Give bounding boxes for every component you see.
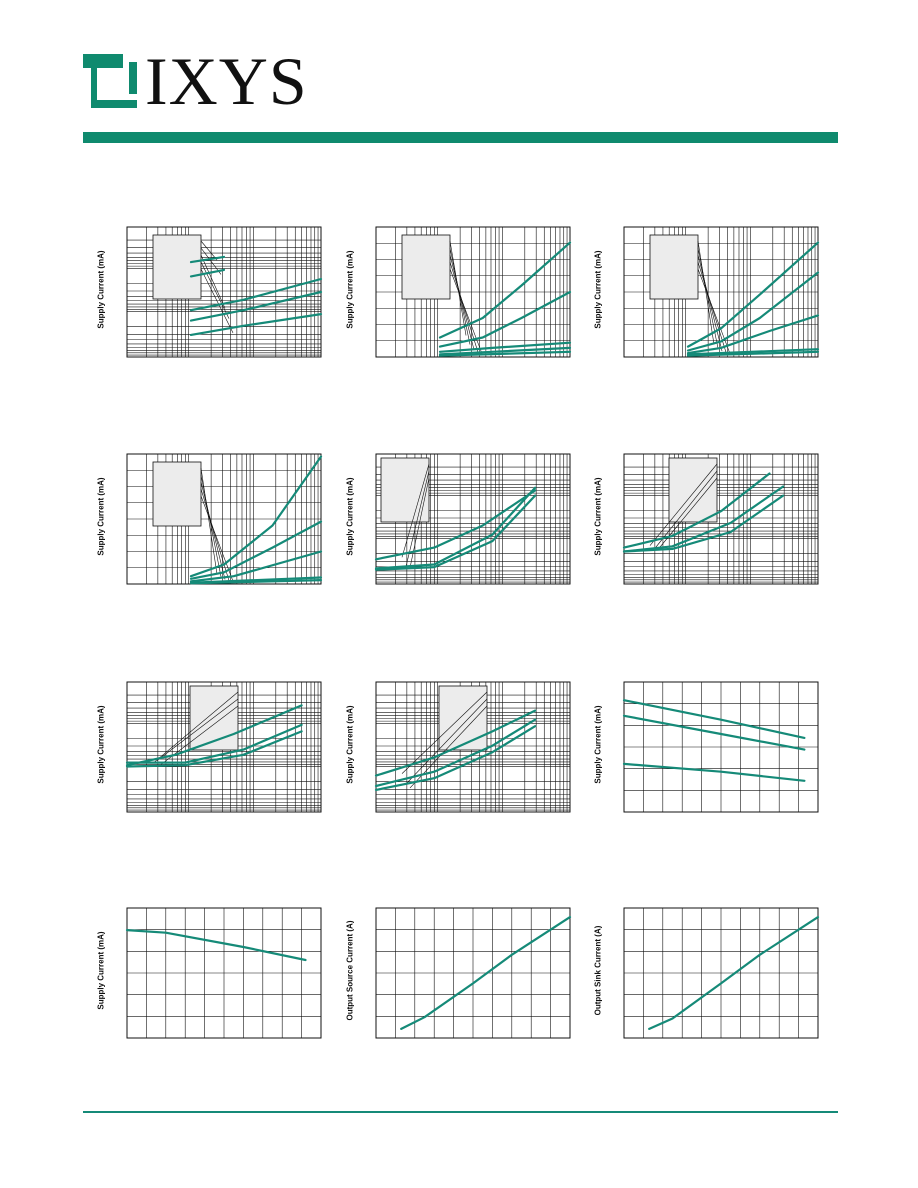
plot-area bbox=[376, 454, 570, 584]
plot-area bbox=[624, 908, 818, 1038]
plot-frame bbox=[624, 454, 818, 584]
logo-text: IXYS bbox=[145, 43, 308, 119]
plot-area bbox=[127, 908, 321, 1038]
y-axis-label: Supply Current (mA) bbox=[345, 250, 355, 329]
chart-panel-5 bbox=[329, 449, 579, 629]
chart-plot-6 bbox=[623, 453, 819, 585]
y-axis-label: Supply Current (mA) bbox=[593, 477, 603, 556]
chart-panel-2 bbox=[329, 222, 579, 402]
legend-box bbox=[650, 235, 698, 299]
legend-box bbox=[439, 686, 487, 750]
chart-plot-5 bbox=[375, 453, 571, 585]
y-axis-label: Output Sink Current (A) bbox=[593, 925, 603, 1016]
chart-plot-1 bbox=[126, 226, 322, 358]
plot-area bbox=[376, 682, 570, 812]
ixys-logo-icon bbox=[83, 54, 137, 108]
chart-panel-6 bbox=[577, 449, 827, 629]
chart-plot-3 bbox=[623, 226, 819, 358]
y-axis-label: Output Source Current (A) bbox=[345, 920, 355, 1021]
plot-area bbox=[127, 227, 321, 357]
chart-panel-9 bbox=[577, 677, 827, 857]
chart-plot-11 bbox=[375, 907, 571, 1039]
y-axis-label: Supply Current (mA) bbox=[345, 705, 355, 784]
y-axis-label: Supply Current (mA) bbox=[96, 931, 106, 1010]
chart-plot-10 bbox=[126, 907, 322, 1039]
legend-box bbox=[153, 462, 201, 526]
chart-panel-12 bbox=[577, 903, 827, 1083]
y-axis-label: Supply Current (mA) bbox=[593, 250, 603, 329]
plot-area bbox=[376, 227, 570, 357]
plot-area bbox=[624, 682, 818, 812]
chart-panel-10 bbox=[80, 903, 330, 1083]
company-logo bbox=[83, 43, 323, 119]
chart-panel-7 bbox=[80, 677, 330, 857]
chart-panel-4 bbox=[80, 449, 330, 629]
chart-plot-4 bbox=[126, 453, 322, 585]
header-rule bbox=[83, 132, 838, 143]
plot-area bbox=[127, 682, 321, 812]
legend-box bbox=[153, 235, 201, 299]
y-axis-label: Supply Current (mA) bbox=[345, 477, 355, 556]
y-axis-label: Supply Current (mA) bbox=[96, 705, 106, 784]
chart-panel-3 bbox=[577, 222, 827, 402]
chart-plot-9 bbox=[623, 681, 819, 813]
plot-area bbox=[127, 454, 321, 584]
chart-panel-8 bbox=[329, 677, 579, 857]
footer-rule bbox=[83, 1111, 838, 1113]
legend-box bbox=[402, 235, 450, 299]
plot-area bbox=[624, 227, 818, 357]
chart-panel-11 bbox=[329, 903, 579, 1083]
chart-plot-8 bbox=[375, 681, 571, 813]
legend-box bbox=[669, 458, 717, 522]
plot-area bbox=[376, 908, 570, 1038]
chart-plot-12 bbox=[623, 907, 819, 1039]
y-axis-label: Supply Current (mA) bbox=[593, 705, 603, 784]
chart-plot-2 bbox=[375, 226, 571, 358]
plot-area bbox=[624, 454, 818, 584]
y-axis-label: Supply Current (mA) bbox=[96, 477, 106, 556]
y-axis-label: Supply Current (mA) bbox=[96, 250, 106, 329]
chart-panel-1 bbox=[80, 222, 330, 402]
chart-plot-7 bbox=[126, 681, 322, 813]
